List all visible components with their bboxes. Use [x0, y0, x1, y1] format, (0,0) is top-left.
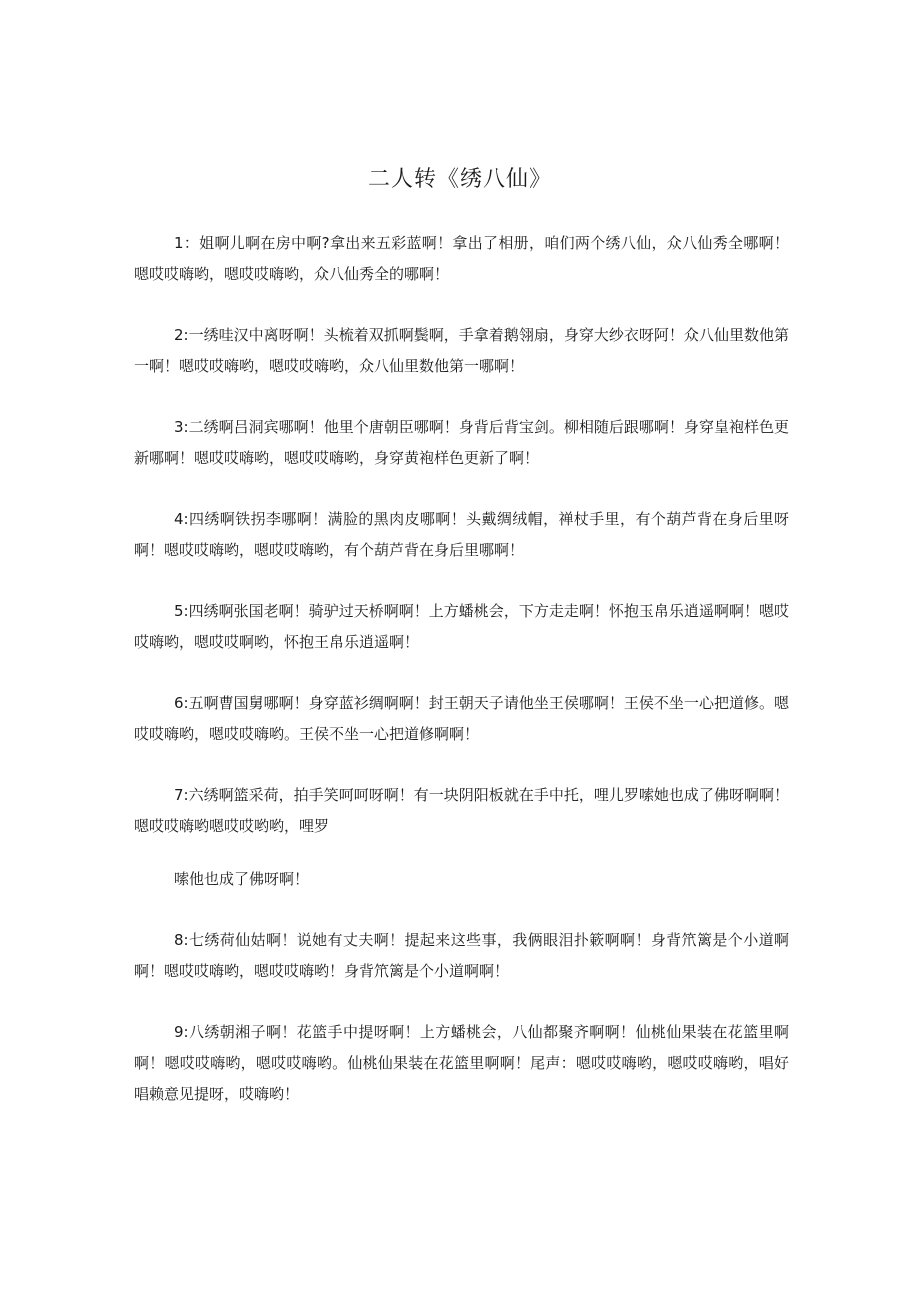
lyrics-paragraph-1: 1：姐啊儿啊在房中啊?拿出来五彩蓝啊！拿出了相册，咱们两个绣八仙，众八仙秀全哪啊！嗯哎哎嗨哟，嗯哎哎嗨哟，众八仙秀全的哪啊！	[134, 234, 789, 283]
lyrics-paragraph-9: 9:八绣朝湘子啊！花篮手中提呀啊！上方蟠桃会，八仙都聚齐啊啊！仙桃仙果装在花篮里啊啊！嗯哎哎嗨哟，嗯哎哎嗨哟。仙桃仙果装在花篮里啊啊！尾声：嗯哎哎嗨哟，嗯哎哎嗨哟，唱好唱赖意见提呀，哎嗨哟！	[134, 1023, 789, 1103]
lyrics-paragraph-2: 2:一绣哇汉中离呀啊！头梳着双抓啊鬓啊，手拿着鹅翎扇，身穿大纱衣呀阿！众八仙里数他第一啊！嗯哎哎嗨哟，嗯哎哎嗨哟，众八仙里数他第一哪啊！	[134, 326, 789, 375]
lyrics-paragraph-7-continued: 嗦他也成了佛呀啊！	[174, 870, 310, 888]
lyrics-paragraph-6: 6:五啊曹国舅哪啊！身穿蓝衫绸啊啊！封王朝天子请他坐王侯哪啊！王侯不坐一心把道修。嗯哎哎嗨哟，嗯哎哎嗨哟。王侯不坐一心把道修啊啊！	[134, 694, 789, 743]
lyrics-paragraph-3: 3:二绣啊吕洞宾哪啊！他里个唐朝臣哪啊！身背后背宝剑。柳相随后跟哪啊！身穿皇袍样色更新哪啊！嗯哎哎嗨哟，嗯哎哎嗨哟，身穿黄袍样色更新了啊！	[134, 418, 789, 467]
lyrics-paragraph-5: 5:四绣啊张国老啊！骑驴过天桥啊啊！上方蟠桃会，下方走走啊！怀抱玉帛乐逍遥啊啊！嗯哎哎嗨哟，嗯哎哎啊哟，怀抱王帛乐逍遥啊！	[134, 602, 789, 651]
lyrics-body	[134, 228, 789, 1140]
document-title: 二人转《绣八仙》	[367, 167, 552, 192]
lyrics-paragraph-4: 4:四绣啊铁拐李哪啊！满脸的黑肉皮哪啊！头戴绸绒帽，禅杖手里，有个葫芦背在身后里呀啊！嗯哎哎嗨哟，嗯哎哎嗨哟，有个葫芦背在身后里哪啊！	[134, 510, 789, 559]
lyrics-paragraph-7: 7:六绣啊篮采荷，拍手笑呵呵呀啊！有一块阴阳板就在手中托，哩儿罗嗦她也成了佛呀啊啊！嗯哎哎嗨哟嗯哎哎哟哟，哩罗	[134, 786, 789, 835]
lyrics-paragraph-8: 8:七绣荷仙姑啊！说她有丈夫啊！提起来这些事，我俩眼泪扑簌啊啊！身背笊篱是个小道啊啊！嗯哎哎嗨哟，嗯哎哎嗨哟！身背笊篱是个小道啊啊！	[134, 931, 789, 980]
